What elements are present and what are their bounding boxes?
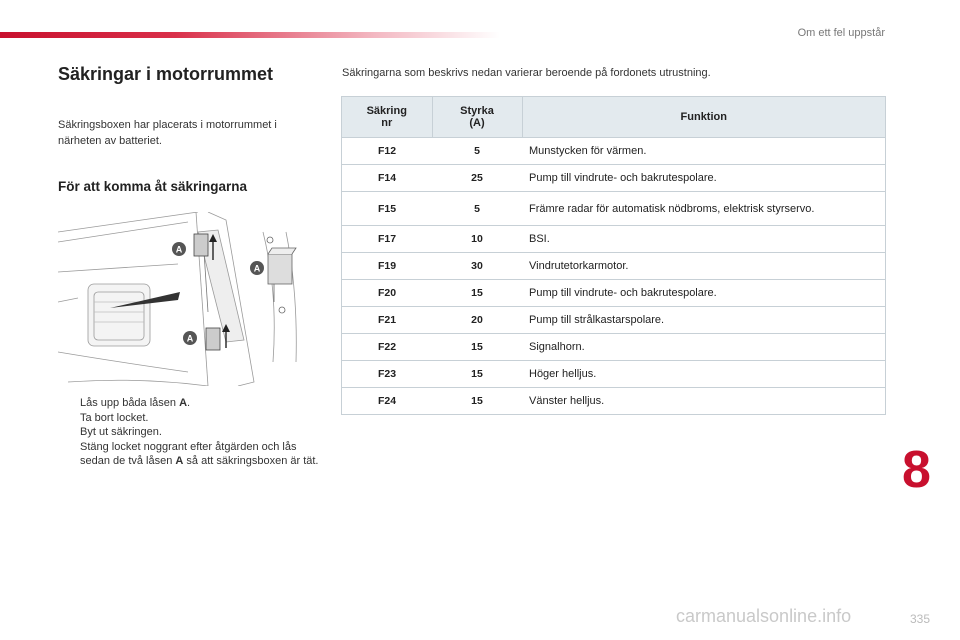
page-number: 335 — [909, 612, 930, 626]
step-item: Byt ut säkringen. — [80, 426, 162, 438]
header-function: Funktion — [522, 97, 886, 138]
fuse-table — [341, 96, 886, 415]
fuse-number: F14 — [342, 165, 433, 192]
header-amperage: Styrka (A) — [432, 97, 522, 138]
chapter-number: 8 — [902, 441, 931, 499]
table-row — [342, 138, 886, 165]
fuse-amperage: 15 — [432, 361, 522, 388]
fuse-amperage: 30 — [432, 253, 522, 280]
fuse-amperage: 15 — [432, 388, 522, 415]
fuse-function: Pump till vindrute- och bakrutespolare. — [522, 165, 886, 192]
fuse-amperage: 15 — [432, 334, 522, 361]
fuse-amperage: 20 — [432, 307, 522, 334]
instruction-steps — [58, 396, 320, 469]
fuse-number: F19 — [342, 253, 433, 280]
step-item: Lås upp båda låsen A. — [80, 397, 191, 409]
fuse-function: Pump till strålkastarspolare. — [522, 307, 886, 334]
fuse-number: F15 — [342, 192, 433, 226]
fuse-function: Vindrutetorkarmotor. — [522, 253, 886, 280]
fuse-box-illustration — [58, 212, 306, 386]
fuse-number: F21 — [342, 307, 433, 334]
fuse-number: F24 — [342, 388, 433, 415]
fuse-function: Vänster helljus. — [522, 388, 886, 415]
table-row — [342, 280, 886, 307]
fuse-function: Främre radar för automatisk nödbroms, elektrisk styrservo. — [522, 192, 886, 226]
fuse-function: Höger helljus. — [522, 361, 886, 388]
header-accent-bar — [0, 32, 500, 38]
table-row — [342, 361, 886, 388]
table-row — [342, 334, 886, 361]
table-header-row — [342, 97, 886, 138]
callout-a-top-label: A — [175, 244, 183, 255]
fuse-function: Munstycken för värmen. — [522, 138, 886, 165]
fuse-amperage: 10 — [432, 226, 522, 253]
header-fuse-number: Säkring nr — [342, 97, 433, 138]
fuse-function: Pump till vindrute- och bakrutespolare. — [522, 280, 886, 307]
fuse-number: F12 — [342, 138, 433, 165]
fuse-number: F17 — [342, 226, 433, 253]
section-header: Om ett fel uppstår — [797, 27, 885, 39]
step-item: Ta bort locket. — [80, 411, 149, 424]
callout-a-right-label: A — [253, 263, 261, 274]
fuse-amperage: 15 — [432, 280, 522, 307]
fuse-function: BSI. — [522, 226, 886, 253]
table-row — [342, 253, 886, 280]
table-row — [342, 192, 886, 226]
page-title: Säkringar i motorrummet — [58, 64, 274, 84]
fuse-amperage: 25 — [432, 165, 522, 192]
callout-a-bottom-label: A — [186, 333, 194, 344]
step-item: Stäng locket noggrant efter åtgärden och lås sedan de två låsen A så att säkringsboxen är tät. — [80, 440, 319, 467]
table-row — [342, 165, 886, 192]
fuse-function: Signalhorn. — [522, 334, 886, 361]
table-row — [342, 307, 886, 334]
fuse-number: F23 — [342, 361, 433, 388]
fuse-number: F20 — [342, 280, 433, 307]
table-row — [342, 388, 886, 415]
fuse-amperage: 5 — [432, 192, 522, 226]
watermark: carmanualsonline.info — [676, 606, 852, 626]
fuse-number: F22 — [342, 334, 433, 361]
table-row — [342, 226, 886, 253]
table-intro: Säkringarna som beskrivs nedan varierar beroende på fordonets utrustning. — [342, 67, 711, 79]
fuse-amperage: 5 — [432, 138, 522, 165]
intro-text: Säkringsboxen har placerats i motorrummet i närheten av batteriet. — [58, 119, 277, 147]
access-subheading: För att komma åt säkringarna — [58, 179, 248, 194]
